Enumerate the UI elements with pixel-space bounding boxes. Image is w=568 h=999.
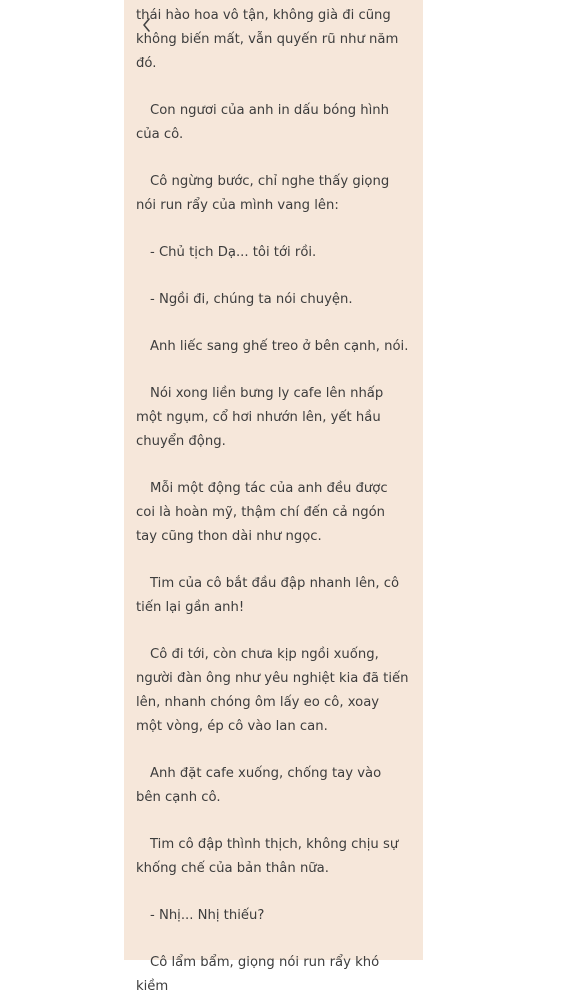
story-paragraph: Cô lẩm bẩm, giọng nói run rẩy khó kiềm <box>136 955 380 994</box>
story-paragraph: - Nhị... Nhị thiếu? <box>150 908 265 923</box>
story-paragraph: Anh liếc sang ghế treo ở bên cạnh, nói. <box>150 339 409 354</box>
story-text-column <box>124 0 423 994</box>
story-paragraph: Tim cô đập thình thịch, không chịu sự khống chế của bản thân nữa. <box>136 837 399 876</box>
story-paragraph: Nói xong liền bưng ly cafe lên nhấp một ngụm, cổ hơi nhướn lên, yết hầu chuyển động. <box>136 386 384 449</box>
chevron-left-icon[interactable] <box>136 13 156 37</box>
story-paragraph: Con ngươi của anh in dấu bóng hình của cô. <box>136 103 390 142</box>
story-paragraph: Tim của cô bắt đầu đập nhanh lên, cô tiến lại gần anh! <box>136 576 400 615</box>
story-paragraph: Anh đặt cafe xuống, chống tay vào bên cạnh cô. <box>136 766 382 805</box>
story-paragraph: Mỗi một động tác của anh đều được coi là hoàn mỹ, thậm chí đến cả ngón tay cũng thon dài như ngọc. <box>136 481 388 544</box>
story-paragraph: - Chủ tịch Dạ... tôi tới rồi. <box>150 245 317 260</box>
story-paragraph: - Ngồi đi, chúng ta nói chuyện. <box>150 292 353 307</box>
story-paragraph: Cô ngừng bước, chỉ nghe thấy giọng nói run rẩy của mình vang lên: <box>136 174 390 213</box>
story-paragraph: thái hào hoa vô tận, không già đi cũng không biến mất, vẫn quyến rũ như năm đó. <box>136 8 399 71</box>
story-paragraph: Cô đi tới, còn chưa kịp ngồi xuống, người đàn ông như yêu nghiệt kia đã tiến lên, nhanh chóng ôm lấy eo cô, xoay một vòng, ép cô vào lan can. <box>136 647 409 734</box>
